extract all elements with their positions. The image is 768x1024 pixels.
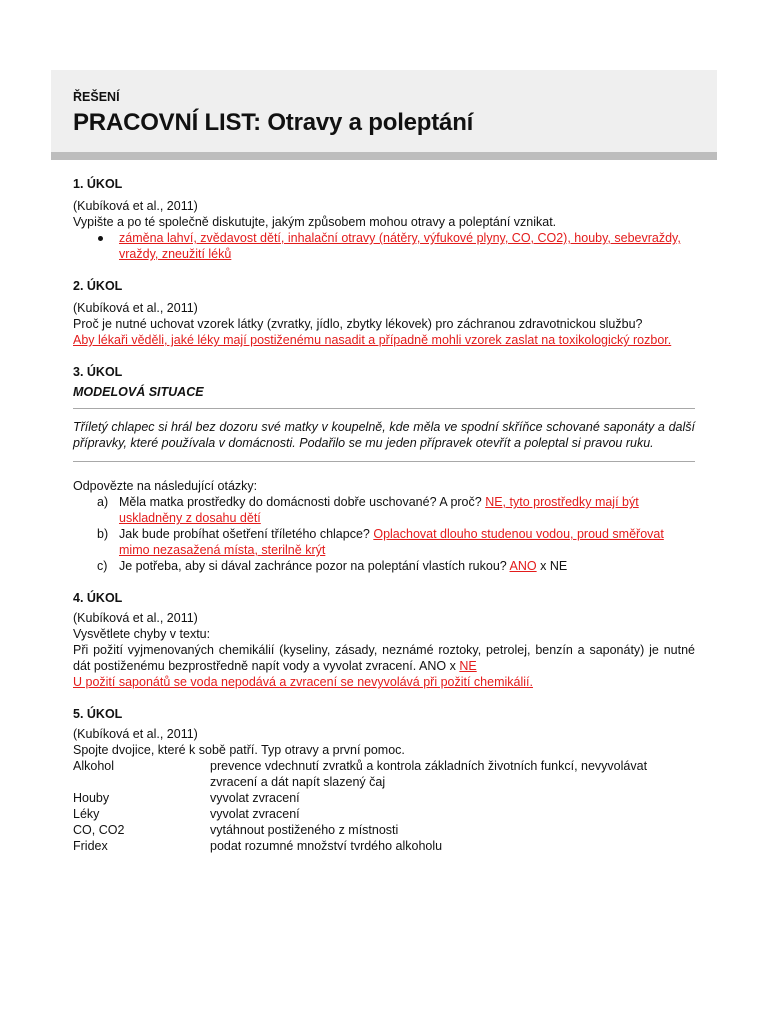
pair-row	[73, 758, 695, 790]
task3-heading: 3. ÚKOL	[73, 365, 123, 379]
task5-source: (Kubíková et al., 2011)	[73, 727, 198, 741]
pair-row	[73, 790, 695, 806]
situation-bottom-rule	[73, 461, 695, 462]
task3-situation: Tříletý chlapec si hrál bez dozoru své matky v koupelně, kde měla ve spodní skříňce schované saponáty a další přípravky, které používala v domácnosti. Podařilo se mu jeden přípravek otevřít a poleptal si pravou ruku.	[73, 420, 695, 450]
task2-answer: Aby lékaři věděli, jaké léky mají postiženému nasadit a případně mohli vzorek zaslat na toxikologický rozbor.	[73, 333, 672, 347]
worksheet-content	[73, 176, 695, 854]
task3-subheading: MODELOVÁ SITUACE	[73, 385, 204, 399]
task1-heading: 1. ÚKOL	[73, 177, 123, 191]
first-aid: vyvolat zvracení	[210, 807, 300, 821]
item-question: Je potřeba, aby si dával zachránce pozor na poleptání vlastích rukou?	[119, 559, 510, 573]
item-label: a)	[97, 495, 109, 509]
poison-type: CO, CO2	[73, 823, 125, 837]
item-label: c)	[97, 559, 108, 573]
first-aid: podat rozumné množství tvrdého alkoholu	[210, 839, 443, 853]
task2-source: (Kubíková et al., 2011)	[73, 301, 198, 315]
task2-heading: 2. ÚKOL	[73, 279, 123, 293]
task4-source: (Kubíková et al., 2011)	[73, 611, 198, 625]
task4-heading: 4. ÚKOL	[73, 591, 123, 605]
item-rest: x NE	[536, 559, 568, 573]
item-question: Měla matka prostředky do domácnosti dobře uschované? A proč?	[119, 495, 486, 509]
first-aid: vyvolat zvracení	[210, 791, 300, 805]
item-question: Jak bude probíhat ošetření tříletého chlapce?	[119, 527, 374, 541]
task4-answer: U požití saponátů se voda nepodává a zvracení se nevyvolává při požití chemikálií.	[73, 675, 533, 689]
task1-answer-bullet	[73, 230, 695, 262]
task3-item-b	[73, 526, 695, 558]
task3-item-a	[73, 494, 695, 526]
task4-text-block	[73, 642, 695, 674]
task4-choice: NE	[459, 659, 477, 673]
situation-top-rule	[73, 408, 695, 409]
poison-type: Alkohol	[73, 759, 114, 773]
task4-instruction: Vysvětlete chyby v textu:	[73, 627, 211, 641]
task1-answer: záměna lahví, zvědavost dětí, inhalační otravy (nátěry, výfukové plyny, CO, CO2), houby, sebevraždy, vraždy, zneužití léků	[119, 231, 681, 261]
poison-type: Fridex	[73, 839, 108, 853]
item-answer: NE, tyto prostředky mají být uskladněny z dosahu dětí	[119, 495, 639, 525]
poison-type: Houby	[73, 791, 110, 805]
task2-question: Proč je nutné uchovat vzorek látky (zvratky, jídlo, zbytky lékovek) pro záchranou zdravotnickou službu?	[73, 317, 643, 331]
pair-row	[73, 806, 695, 822]
task5-instruction: Spojte dvojice, které k sobě patří. Typ otravy a první pomoc.	[73, 743, 405, 757]
header-divider	[51, 152, 717, 160]
item-answer: Oplachovat dlouho studenou vodou, proud směřovat mimo nezasažená místa, sterilně krýt	[119, 527, 664, 557]
item-answer: ANO	[509, 559, 537, 573]
task3-item-c	[73, 558, 695, 574]
page-title: PRACOVNÍ LIST: Otravy a poleptání	[73, 109, 474, 136]
solution-label: ŘEŠENÍ	[73, 90, 120, 104]
task5-heading: 5. ÚKOL	[73, 707, 123, 721]
task1-question: Vypište a po té společně diskutujte, jakým způsobem mohou otravy a poleptání vznikat.	[73, 215, 557, 229]
first-aid: vytáhnout postiženého z místnosti	[210, 823, 399, 837]
task1-source: (Kubíková et al., 2011)	[73, 199, 198, 213]
pair-row	[73, 822, 695, 838]
poison-type: Léky	[73, 807, 100, 821]
pair-row	[73, 838, 695, 854]
task3-intro: Odpovězte na následující otázky:	[73, 479, 258, 493]
first-aid: prevence vdechnutí zvratků a kontrola základních životních funkcí, nevyvolávat zvracení a dát napít slazený čaj	[210, 759, 648, 789]
item-label: b)	[97, 527, 109, 541]
task4-text: Při požití vyjmenovaných chemikálií (kyseliny, zásady, neznámé roztoky, petrolej, benzín a saponáty) je nutné dát postiženému bezprostředně napít vody a vyvolat zvracení. ANO x	[73, 643, 695, 673]
